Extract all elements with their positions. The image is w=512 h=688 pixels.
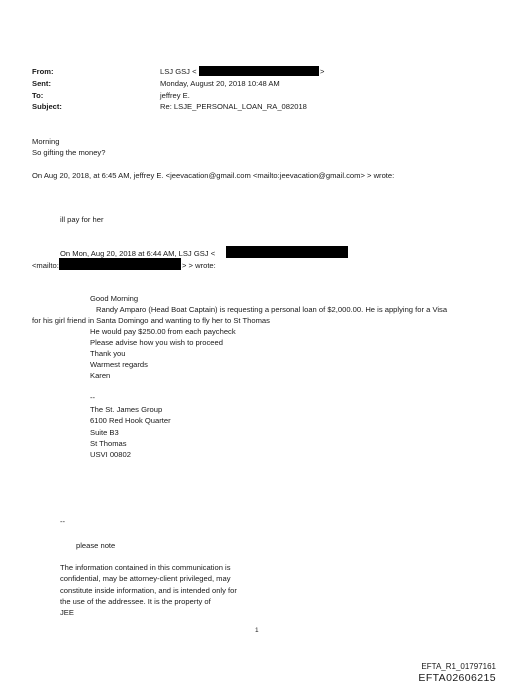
address-line2: Suite B3 [90,428,119,437]
quote2-header: On Mon, Aug 20, 2018 at 6:44 AM, LSJ GSJ < [60,249,216,258]
disclaimer-line: the use of the addressee. It is the property of [60,597,211,606]
greeting: Good Morning [90,294,139,303]
separator-2: -- [60,517,66,526]
to-value: jeffrey E. [160,91,190,100]
signature-separator: -- [90,393,96,402]
reply-text: ill pay for her [60,215,104,224]
to-label: To: [32,91,44,100]
please-note: please note [76,541,116,550]
redaction-from [199,66,319,76]
subject-label: Subject: [32,102,62,111]
sent-label: Sent: [32,79,51,88]
redaction-sender [226,246,348,258]
from-end: > [320,67,325,76]
signature-name: Karen [90,371,111,380]
regards-line: Warmest regards [90,360,148,369]
from-label: From: [32,67,54,76]
mailto-prefix: <mailto: [32,261,59,270]
paycheck-line: He would pay $250.00 from each paycheck [90,327,236,336]
address-city: St Thomas [90,439,127,448]
company-name: The St. James Group [90,405,163,414]
bates-stamp-2: EFTA02606215 [418,672,496,684]
sent-value: Monday, August 20, 2018 10:48 AM [160,79,280,88]
disclaimer-line: The information contained in this communication is [60,563,231,572]
thanks-line: Thank you [90,349,126,358]
address-zip: USVI 00802 [90,450,131,459]
body-line1: Morning [32,137,60,146]
request-line2: for his girl friend in Santa Domingo and wanting to fly her to St Thomas [32,316,270,325]
redaction-mailto [59,258,181,270]
quote1-header: On Aug 20, 2018, at 6:45 AM, jeffrey E. <jeevacation@gmail.com <mailto:jeevacation@gmail.com> > wrote: [32,171,395,180]
disclaimer-line: JEE [60,608,74,617]
body-line2: So gifting the money? [32,148,106,157]
request-line1: Randy Amparo (Head Boat Captain) is requesting a personal loan of $2,000.00. He is applying for a Visa [96,305,448,314]
bates-stamp-1: EFTA_R1_01797161 [421,662,496,671]
disclaimer-line: confidential, may be attorney-client privileged, may [60,574,231,583]
page-number: 1 [255,627,259,634]
wrote-suffix: > > wrote: [182,261,216,270]
subject-value: Re: LSJE_PERSONAL_LOAN_RA_082018 [160,102,307,111]
advise-line: Please advise how you wish to proceed [90,338,223,347]
disclaimer-line: constitute inside information, and is intended only for [60,586,237,595]
from-value: LSJ GSJ < [160,67,197,76]
address-line1: 6100 Red Hook Quarter [90,416,171,425]
